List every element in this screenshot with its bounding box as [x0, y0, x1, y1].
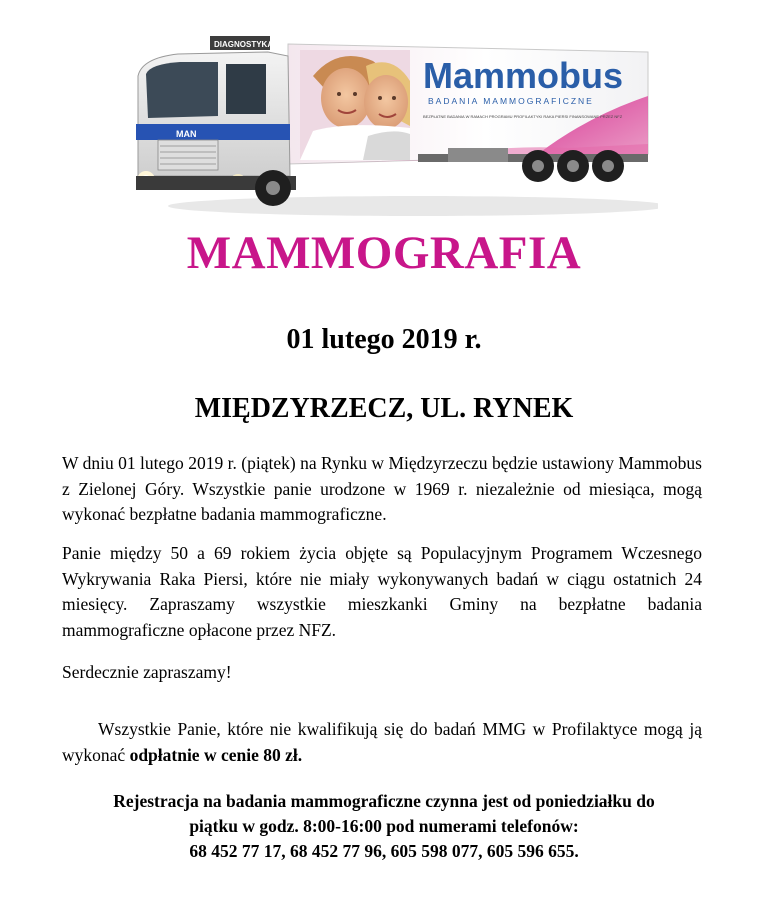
paragraph-announcement: W dniu 01 lutego 2019 r. (piątek) na Rynku w Międzyrzeczu będzie ustawiony Mammobus z Zielonej Góry. Wszystkie panie urodzone w 1969 r. niezależnie od miesiąca, mogą wykonać bezpłatne badania mammograficzne.	[62, 453, 702, 525]
cab-sign: DIAGNOSTYKA	[214, 40, 274, 49]
grille-logo: MAN	[176, 129, 197, 139]
mammobus-truck-image	[118, 36, 658, 216]
brand-tagline: BEZPŁATNE BADANIA W RAMACH PROGRAMU PROFILAKTYKI RAKA PIERSI FINANSOWANE PRZEZ NFZ	[423, 114, 623, 119]
paid-option-lead: Wszystkie Panie, które nie kwalifikują się do badań MMG w Profilaktyce mogą ją wykonać	[62, 719, 702, 765]
registration-info	[40, 789, 728, 864]
paragraph-eligibility: Panie między 50 a 69 rokiem życia objęte są Populacyjnym Programem Wczesnego Wykrywania Raka Piersi, które nie miały wykonywanych badań w ciągu ostatnich 24 miesięcy. Zapraszamy wszystkie mieszkanki Gminy na bezpłatne badania mammograficzne opłacone przez NFZ.	[62, 543, 702, 640]
paid-option-price: odpłatnie w cenie 80 zł.	[129, 744, 303, 765]
paragraph-paid-option	[62, 717, 702, 768]
truck-cab	[136, 36, 296, 190]
paragraph-invitation: Serdecznie zapraszamy!	[62, 662, 232, 682]
brand-subtitle: BADANIA MAMMOGRAFICZNE	[428, 96, 594, 106]
event-place: MIĘDZYRZECZ, UL. RYNEK	[194, 393, 574, 424]
event-date: 01 lutego 2019 r.	[286, 324, 482, 355]
registration-phones: 68 452 77 17, 68 452 77 96, 605 598 077, 605 596 655.	[189, 841, 579, 861]
women-photo	[300, 50, 410, 160]
page-title: MAMMOGRAFIA	[186, 227, 582, 279]
registration-line-1: Rejestracja na badania mammograficzne czynna jest od poniedziałku do	[113, 791, 655, 811]
registration-line-2: piątku w godz. 8:00-16:00 pod numerami telefonów:	[189, 816, 579, 836]
brand-logo: Mammobus	[423, 55, 624, 96]
trailer	[288, 44, 648, 164]
